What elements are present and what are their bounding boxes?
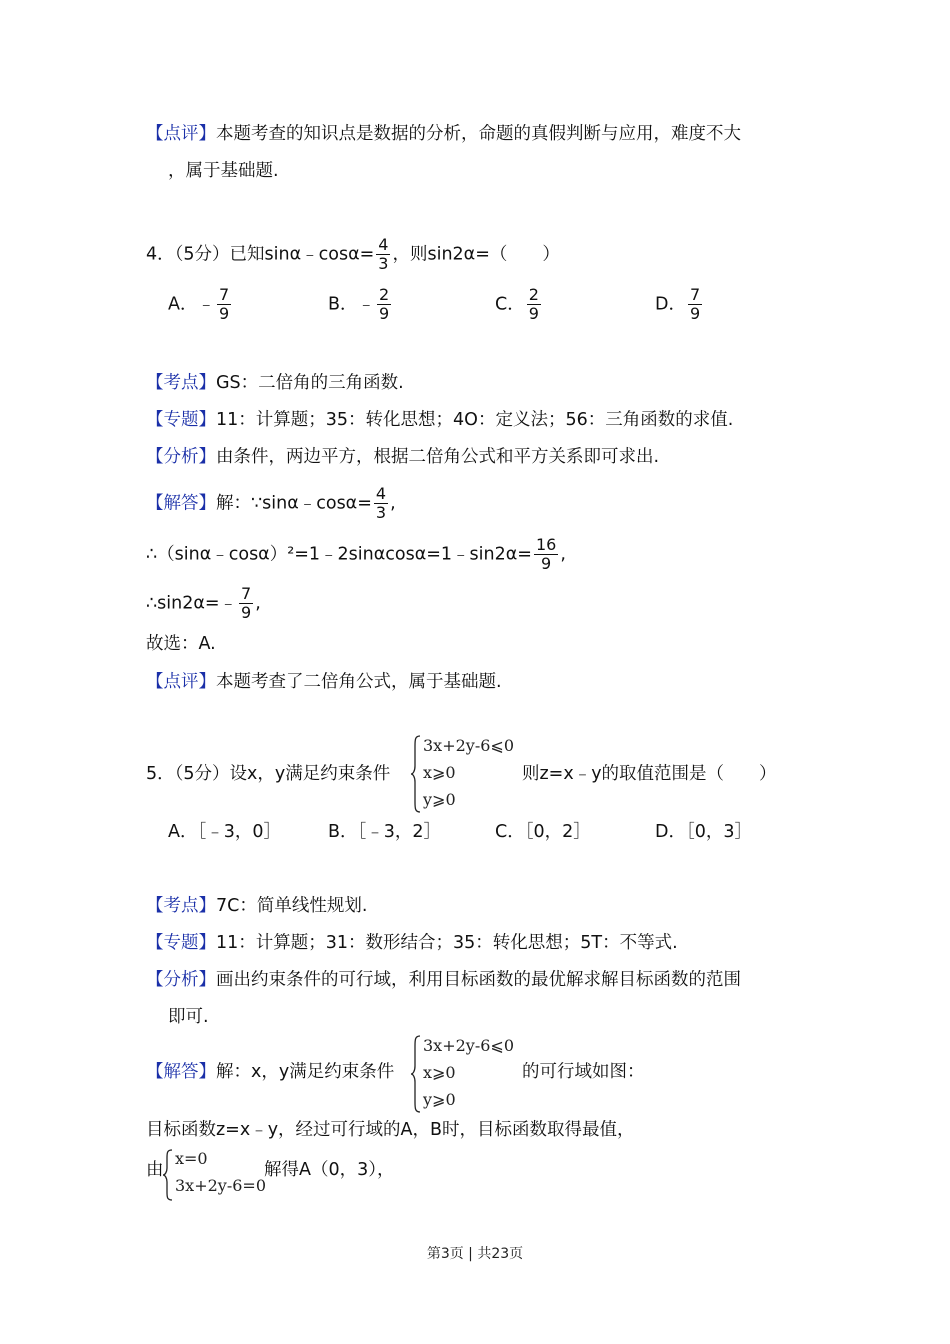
kaodian-tag: 【考点】 [146,373,216,393]
q4-fraction [376,236,390,273]
dianping-tag: 【点评】 [146,672,216,692]
q5-solution-a: 解得A（0，3）， [264,1160,395,1180]
q5-jieda [146,1060,394,1084]
option-text: ［0，2］ [524,822,591,842]
review-text: 本题考查的知识点是数据的分析，命题的真假判断与应用，难度不大 [216,124,741,144]
option-label: B． [328,822,358,842]
frac-den: 3 [375,503,387,522]
q5-fenxi [146,968,741,992]
option-fraction [217,286,231,323]
q4-stem-start: 4．（5分）已知sinα﹣cosα= [146,244,375,265]
review-paragraph [146,122,741,146]
q4-stem-end: ，则sin2α=（ ） [392,244,560,265]
kaodian-text: GS：二倍角的三角函数. [216,373,404,393]
constraint-row: y⩾0 [423,790,456,809]
q4-fenxi [146,445,659,469]
q5-option-d [655,820,752,844]
q5-kaodian [146,894,367,918]
frac-num: 7 [689,285,701,304]
fenxi-text: 画出约束条件的可行域，利用目标函数的最优解求解目标函数的范围 [216,970,741,990]
option-label: C． [495,822,525,842]
left-brace-icon [410,734,422,814]
option-label: B． [328,294,358,315]
frac-den: 9 [689,304,701,323]
jieda-text: 解：x，y满足约束条件 [216,1062,395,1082]
question-5-stem-end: 则z=x﹣y的取值范围是（ ） [522,764,777,784]
q5-you: 由 [146,1160,164,1180]
option-sign: ﹣ [357,294,376,315]
q4-option-b [328,286,393,323]
fenxi-tag: 【分析】 [146,447,216,467]
option-label: D． [655,294,686,315]
punct: , [255,593,261,614]
option-fraction [377,286,391,323]
constraint-row: x⩾0 [423,1063,456,1082]
left-brace-icon [410,1034,422,1114]
frac-num: 2 [379,285,390,304]
review-continuation: ，属于基础题. [168,161,279,181]
q5-objective-line: 目标函数z=x﹣y，经过可行域的A，B时，目标函数取得最值， [146,1120,635,1140]
frac-den: 9 [241,603,252,622]
step-fraction [534,536,558,573]
frac-num: 4 [375,484,387,503]
fenxi-text: 由条件，两边平方，根据二倍角公式和平方关系即可求出. [216,447,660,467]
q5-option-b [328,820,441,844]
jieda-text: 解：∵sinα﹣cosα= [216,493,372,514]
jieda-tag: 【解答】 [146,493,216,514]
frac-den: 9 [379,304,390,323]
q5-solve-system [162,1148,272,1202]
q4-zhuanti [146,408,733,432]
option-fraction [527,286,541,323]
frac-num: 7 [218,285,230,304]
q5-jieda-constraint-system [410,1034,530,1114]
fenxi-tag: 【分析】 [146,970,216,990]
q4-step-3 [146,585,261,622]
equation-row: 3x+2y-6=0 [175,1176,266,1195]
option-label: D． [655,822,686,842]
zhuanti-text: 11：计算题；31：数形结合；35：转化思想；5T：不等式. [216,933,678,953]
constraint-row: 3x+2y-6⩽0 [423,736,514,755]
zhuanti-tag: 【专题】 [146,933,216,953]
q4-kaodian [146,371,404,395]
q4-option-c [495,286,543,323]
q4-option-a [168,286,233,323]
kaodian-tag: 【考点】 [146,896,216,916]
jieda-fraction [374,485,388,522]
q4-answer: 故选：A. [146,634,216,654]
frac-num: 2 [528,285,539,304]
step-text: ∴（sinα﹣cosα）²=1﹣2sinαcosα=1﹣sin2α= [146,544,532,565]
option-text: ［﹣3，0］ [197,822,282,842]
zhuanti-tag: 【专题】 [146,410,216,430]
review-tag: 【点评】 [146,124,216,144]
page-footer: 第3页 | 共23页 [426,1246,524,1262]
equation-row: x=0 [175,1149,208,1168]
kaodian-text: 7C：简单线性规划. [216,896,368,916]
frac-num: 7 [241,584,252,603]
punct: , [560,544,566,565]
constraint-row: x⩾0 [423,763,456,782]
punct: , [390,493,396,514]
q4-dianping [146,670,502,694]
option-text: ［﹣3，2］ [357,822,442,842]
option-sign: ﹣ [197,294,215,315]
q5-jieda-end: 的可行域如图： [522,1062,645,1082]
option-text: ［0，3］ [685,822,753,842]
jieda-tag: 【解答】 [146,1062,216,1082]
q4-step-2 [146,536,566,573]
q5-constraint-system [410,734,530,814]
q5-zhuanti [146,931,678,955]
frac-den: 3 [378,254,389,273]
q5-option-a [168,820,281,844]
q4-option-d [655,286,704,323]
q5-fenxi-continuation: 即可. [168,1007,209,1027]
frac-num: 4 [378,235,389,254]
constraint-row: 3x+2y-6⩽0 [423,1036,514,1055]
q4-jieda [146,485,396,522]
left-brace-icon [162,1148,174,1202]
question-4-stem [146,236,560,273]
dianping-text: 本题考查了二倍角公式，属于基础题. [216,672,502,692]
step-text: ∴sin2α=﹣ [146,593,238,614]
option-label: A． [168,294,198,315]
option-label: A． [168,822,198,842]
frac-den: 9 [541,554,552,573]
option-fraction [688,286,702,323]
zhuanti-text: 11：计算题；35：转化思想；4O：定义法；56：三角函数的求值. [216,410,734,430]
frac-num: 16 [535,535,557,554]
frac-den: 9 [528,304,539,323]
option-label: C． [495,294,525,315]
frac-den: 9 [218,304,230,323]
q5-option-c [495,820,591,844]
step-fraction [239,585,253,622]
question-5-stem-start: 5．（5分）设x，y满足约束条件 [146,764,391,784]
constraint-row: y⩾0 [423,1090,456,1109]
